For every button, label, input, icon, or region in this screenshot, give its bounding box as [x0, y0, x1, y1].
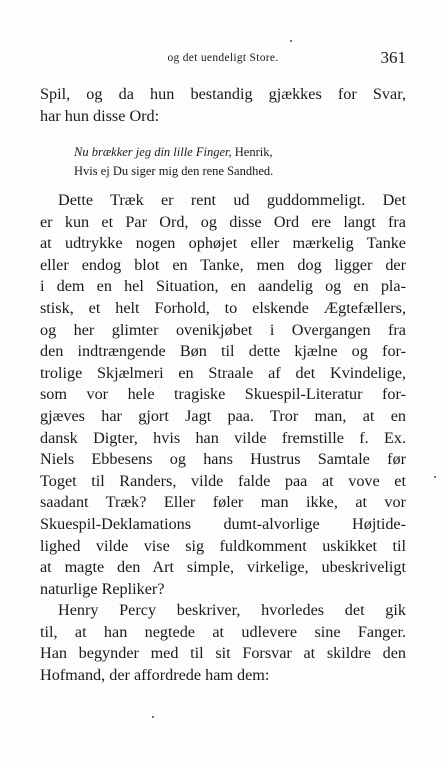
text-line: dansk Digter, hvis han vilde fremstille f. Ex.	[40, 428, 406, 447]
paragraph-2	[40, 600, 406, 686]
text-line: Spil, og da hun bestandig gjækkes for Svar,	[40, 85, 406, 103]
text-line: som vor hele tragiske Skuespil-Literatur for-	[40, 385, 406, 404]
quote-line	[74, 143, 336, 162]
quote-rest: Henrik,	[231, 145, 273, 159]
text-line: og her glimter ovenikjøbet i Overgangen fra	[40, 320, 406, 339]
text-line: den indtrængende Bøn til dette kjælne og for-	[40, 342, 406, 361]
text-line: at udtrykke nogen ophøjet eller mærkelig Tanke	[40, 234, 406, 253]
running-title: og det uendeligt Store.	[167, 52, 279, 64]
text-line: i dem en hel Situation, en aandelig og en pla-	[40, 277, 406, 296]
page-number: 361	[380, 48, 406, 67]
text-line: naturlige Repliker?	[40, 579, 165, 598]
intro-text	[40, 84, 406, 127]
text-line: har hun disse Ord:	[40, 106, 160, 125]
text-line: Niels Ebbesens og hans Hustrus Samtale før	[40, 450, 406, 469]
text-line: er kun et Par Ord, og disse Ord ere langt fra	[40, 212, 406, 231]
quote-italic: Nu brækker jeg din lille Finger,	[74, 145, 232, 159]
text-line: trolige Skjælmeri en Straale af det Kvindelige,	[40, 363, 406, 382]
print-speck	[152, 716, 154, 718]
text-line: til, at han negtede at udlevere sine Fanger.	[40, 622, 406, 641]
text-line: Henry Percy beskriver, hvorledes det gik	[58, 601, 406, 619]
text-line: Skuespil-Deklamations dumt-alvorlige Højtide-	[40, 514, 406, 533]
print-speck	[290, 40, 292, 42]
text-line: eller endog blot en Tanke, men dog ligger der	[40, 255, 406, 274]
text-line: Dette Træk er rent ud guddommeligt. Det	[58, 191, 406, 209]
text-line: Hofmand, der affordrede ham dem:	[40, 665, 270, 684]
text-line: Toget til Randers, vilde falde paa at vove et	[40, 471, 406, 490]
print-speck	[434, 476, 436, 478]
quote-line: Hvis ej Du siger mig den rene Sandhed.	[74, 164, 274, 178]
verse-quote	[74, 143, 336, 181]
paragraph-1	[40, 190, 406, 600]
text-line: stisk, et helt Forhold, to elskende Ægtefællers,	[40, 298, 406, 317]
text-line: at magte den Art simple, virkelige, ubeskriveligt	[40, 558, 406, 577]
text-line: Han begynder med til sit Forsvar at skildre den	[40, 644, 406, 663]
text-line: saadant Træk? Eller føler man ikke, at vor	[40, 493, 406, 512]
text-line: gjæves har gjort Jagt paa. Tror man, at en	[40, 406, 406, 425]
running-head	[40, 50, 406, 70]
text-line: lighed vilde vise sig fuldkomment uskikket til	[40, 536, 406, 555]
